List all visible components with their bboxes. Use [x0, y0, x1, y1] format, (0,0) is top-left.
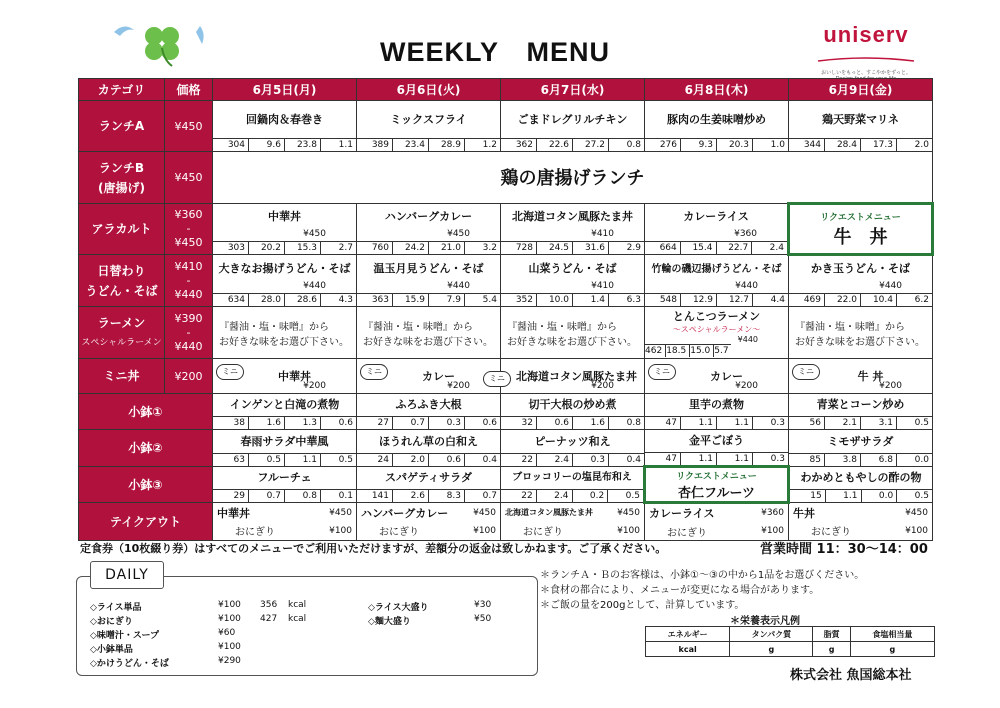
onigiri-price: ¥100 — [617, 525, 640, 536]
dish-name: 回鍋肉＆春巻き — [246, 113, 323, 126]
daily-item-name: ◇味噌汁・スープ — [90, 631, 160, 641]
request-menu-label: リクエストメニュー — [676, 471, 757, 482]
brand-tagline: おいしいをもっと、すこやかをずっと。 — [821, 70, 911, 76]
nutrition-row: 462 18.5 15.0 5.7 — [645, 344, 731, 357]
dish-price: ¥360 — [734, 229, 757, 239]
takeout-price: ¥450 — [617, 507, 640, 518]
onigiri-price: ¥100 — [473, 525, 496, 536]
nutrition-row: 38 1.6 1.3 0.6 — [213, 416, 356, 429]
row-lunch-a — [79, 101, 933, 152]
nutrition-row: 276 9.3 20.3 1.0 — [645, 138, 788, 151]
onigiri-label: おにぎり — [811, 527, 851, 538]
onigiri-price: ¥100 — [761, 526, 784, 536]
dish-name: カレー — [422, 370, 455, 383]
category-lunch-b: ランチB (唐揚げ) — [79, 152, 165, 204]
dish-name: ほうれん草の白和え — [379, 434, 478, 448]
category-lunch-a: ランチA — [79, 101, 165, 152]
dish-price: ¥200 — [591, 381, 614, 391]
nutrition-legend — [645, 626, 935, 657]
price-ramen: ¥390 - ¥440 — [165, 307, 213, 359]
menu-cell — [501, 255, 645, 307]
legend-unit: g — [850, 642, 934, 657]
daily-item-name: ◇麺大盛り — [368, 617, 411, 627]
takeout-price: ¥450 — [473, 507, 496, 518]
minidon-cell — [357, 359, 501, 394]
dish-name: ふろふき大根 — [395, 398, 462, 411]
nutrition-row: 389 23.4 28.9 1.2 — [357, 138, 500, 151]
row-kobachi-2 — [79, 430, 933, 467]
menu-cell — [501, 101, 645, 152]
special-ramen-price: ¥440 — [737, 335, 758, 344]
dish-name: スパゲティサラダ — [384, 471, 472, 484]
dish-name: カレー — [710, 370, 743, 383]
nutrition-row: 548 12.9 12.7 4.4 — [645, 293, 788, 306]
takeout-item: ハンバーグカレー — [361, 506, 449, 520]
nutrition-row: 141 2.6 8.3 0.7 — [357, 489, 500, 502]
legend-header: エネルギー — [646, 627, 730, 642]
dish-name: 大きなお揚げうどん・そば — [218, 261, 351, 275]
dish-name: 里芋の煮物 — [689, 398, 744, 411]
company-name: 株式会社 魚国総本社 — [790, 668, 912, 683]
legend-header: 食塩相当量 — [850, 627, 934, 642]
request-menu-label: リクエストメニュー — [820, 212, 901, 223]
daily-item-price: ¥100 — [218, 642, 241, 652]
nutrition-row: 634 28.0 28.6 4.3 — [213, 293, 356, 306]
nutrition-legend-title: ＊栄養表示凡例 — [730, 616, 800, 627]
menu-cell — [645, 430, 789, 467]
brand-swoosh-icon — [816, 57, 916, 63]
menu-cell — [357, 394, 501, 430]
takeout-item: 中華丼 — [217, 506, 250, 520]
menu-cell — [789, 394, 933, 430]
legend-unit: g — [813, 642, 850, 657]
menu-cell — [213, 430, 357, 467]
dish-name: ピーナッツ和え — [534, 434, 611, 448]
takeout-cell — [789, 503, 933, 541]
daily-item-name: ◇おにぎり — [90, 617, 133, 627]
dish-name: ブロッコリーの塩昆布和え — [512, 472, 632, 483]
dish-name: 北海道コタン風豚たま丼 — [516, 370, 637, 383]
daily-item-price: ¥30 — [474, 600, 492, 610]
dish-price: ¥440 — [879, 281, 902, 291]
note-line: ＊ランチＡ・Ｂのお客様は、小鉢①～③の中から1品をお選びください。 — [540, 570, 865, 581]
onigiri-label: おにぎり — [235, 527, 275, 538]
takeout-item: 北海道コタン風豚たま丼 — [505, 508, 593, 517]
request-menu-cell — [645, 467, 789, 503]
nutrition-row: 352 10.0 1.4 6.3 — [501, 293, 644, 306]
dish-price: ¥440 — [735, 280, 758, 291]
dish-name: ミモザサラダ — [827, 434, 894, 448]
category-kobachi-3: 小鉢③ — [79, 467, 213, 503]
menu-cell — [789, 430, 933, 467]
onigiri-price: ¥100 — [329, 525, 352, 536]
dish-name: カレーライス — [683, 210, 749, 223]
legend-unit: kcal — [646, 642, 730, 657]
legend-header: 脂質 — [813, 627, 850, 642]
nutrition-row: 362 22.6 27.2 0.8 — [501, 138, 644, 151]
nutrition-row: 85 3.8 6.8 0.0 — [789, 453, 932, 466]
lunch-b-dish: 鶏の唐揚げランチ — [213, 152, 933, 204]
legend-header: タンパク質 — [730, 627, 813, 642]
menu-cell — [213, 204, 357, 255]
daily-item-name: ◇かけうどん・そば — [90, 659, 169, 669]
menu-cell — [501, 204, 645, 255]
dish-name: 北海道コタン風豚たま丼 — [512, 210, 633, 223]
dish-name: 金平ごぼう — [689, 434, 744, 447]
ramen-cell: 『醤油・塩・味噌』から お好きな味をお選び下さい。 — [501, 307, 645, 359]
price-lunch-b: ¥450 — [165, 152, 213, 204]
takeout-cell — [501, 503, 645, 541]
header-row — [79, 79, 933, 101]
header-day: 6月5日(月) — [213, 79, 357, 101]
daily-item-price: ¥100 — [218, 614, 241, 624]
dish-price: ¥450 — [447, 229, 470, 239]
mini-badge: ミニ — [483, 371, 511, 387]
daily-item-name: ◇ライス単品 — [90, 603, 142, 613]
note-line: ＊食材の都合により、メニューが変更になる場合があります。 — [540, 585, 820, 596]
header-day: 6月9日(金) — [789, 79, 933, 101]
page-title: WEEKLY MENU — [379, 37, 611, 67]
dish-price: ¥200 — [879, 381, 902, 391]
dish-name: 温玉月見うどん・そば — [373, 261, 484, 275]
daily-item-price: ¥290 — [218, 656, 241, 666]
nutrition-row: 22 2.4 0.2 0.5 — [501, 489, 643, 502]
daily-title: DAILY — [90, 561, 164, 589]
menu-cell — [213, 255, 357, 307]
nutrition-row: 304 9.6 23.8 1.1 — [213, 138, 356, 151]
menu-cell — [357, 204, 501, 255]
menu-table — [78, 78, 934, 541]
header-day: 6月7日(水) — [501, 79, 645, 101]
category-minidon: ミニ丼 — [79, 359, 165, 394]
row-kobachi-1 — [79, 394, 933, 430]
request-menu-dish: 杏仁フルーツ — [678, 485, 755, 501]
row-ramen — [79, 307, 933, 359]
takeout-cell — [357, 503, 501, 541]
row-lunch-b — [79, 152, 933, 204]
nutrition-row: 664 15.4 22.7 2.4 — [645, 241, 787, 254]
clover-logo-icon — [112, 18, 212, 68]
note-line: ＊ご飯の量を200gとして、計算しています。 — [540, 600, 745, 611]
daily-item-price: ¥60 — [218, 628, 236, 638]
dish-name: ミックスフライ — [390, 113, 467, 126]
row-udon — [79, 255, 933, 307]
menu-cell — [789, 467, 933, 503]
price-minidon: ¥200 — [165, 359, 213, 394]
dish-name: 鶏天野菜マリネ — [822, 113, 899, 126]
price-alacarte: ¥360 - ¥450 — [165, 204, 213, 255]
nutrition-row: 32 0.6 1.6 0.8 — [501, 416, 644, 429]
daily-item-unit: kcal — [288, 600, 307, 610]
nutrition-row: 728 24.5 31.6 2.9 — [501, 241, 644, 254]
row-minidon — [79, 359, 933, 394]
ramen-cell: 『醤油・塩・味噌』から お好きな味をお選び下さい。 — [789, 307, 933, 359]
nutrition-row: 344 28.4 17.3 2.0 — [789, 138, 932, 151]
ramen-special-cell — [645, 307, 789, 359]
menu-cell — [357, 101, 501, 152]
mini-badge: ミニ — [216, 364, 244, 380]
category-kobachi-1: 小鉢① — [79, 394, 213, 430]
daily-item-name: ◇ライス大盛り — [368, 603, 429, 613]
nutrition-row: 15 1.1 0.0 0.5 — [790, 489, 932, 502]
nutrition-row: 47 1.1 1.1 0.3 — [645, 452, 788, 465]
menu-cell — [357, 467, 501, 503]
nutrition-row: 63 0.5 1.1 0.5 — [213, 453, 356, 466]
menu-cell — [357, 430, 501, 467]
nutrition-row: 22 2.4 0.3 0.4 — [501, 453, 644, 466]
header-category: カテゴリ — [79, 79, 165, 101]
special-ramen-sub: ～スペシャルラーメン～ — [672, 325, 761, 334]
takeout-price: ¥360 — [761, 508, 784, 518]
ramen-cell: 『醤油・塩・味噌』から お好きな味をお選び下さい。 — [213, 307, 357, 359]
dish-name: かき玉うどん・そば — [811, 262, 910, 275]
nutrition-row: 760 24.2 21.0 3.2 — [357, 241, 500, 254]
minidon-cell — [645, 359, 789, 394]
category-alacarte: アラカルト — [79, 204, 165, 255]
menu-cell — [213, 467, 357, 503]
takeout-item: カレーライス — [649, 507, 715, 520]
menu-cell — [501, 430, 645, 467]
dish-price: ¥410 — [591, 280, 614, 291]
menu-cell — [645, 394, 789, 430]
daily-item-price: ¥100 — [218, 600, 241, 610]
menu-cell — [645, 101, 789, 152]
takeout-cell — [213, 503, 357, 541]
business-hours: 営業時間 11：30～14：00 — [760, 542, 928, 557]
menu-cell — [789, 255, 933, 307]
menu-cell — [357, 255, 501, 307]
minidon-cell — [489, 359, 645, 394]
onigiri-label: おにぎり — [379, 527, 419, 538]
notes — [540, 568, 864, 613]
category-udon: 日替わり うどん・そば — [79, 255, 165, 307]
dish-price: ¥440 — [303, 280, 326, 291]
dish-price: ¥450 — [303, 229, 326, 239]
request-menu-dish: 牛 丼 — [833, 226, 888, 248]
legend-unit: g — [730, 642, 813, 657]
mini-badge: ミニ — [648, 364, 676, 380]
price-udon: ¥410 - ¥440 — [165, 255, 213, 307]
category-kobachi-2: 小鉢② — [79, 430, 213, 467]
daily-item-name: ◇小鉢単品 — [90, 645, 133, 655]
dish-price: ¥200 — [303, 381, 326, 391]
dish-name: 中華丼 — [268, 210, 301, 223]
onigiri-price: ¥100 — [905, 525, 928, 536]
menu-cell — [501, 394, 645, 430]
mini-badge: ミニ — [792, 364, 820, 380]
row-kobachi-3 — [79, 467, 933, 503]
takeout-cell — [645, 503, 789, 541]
dish-price: ¥440 — [447, 280, 470, 291]
dish-price: ¥200 — [447, 381, 470, 391]
dish-name: 中華丼 — [278, 370, 311, 383]
dish-name: 切干大根の炒め煮 — [528, 398, 617, 411]
onigiri-label: おにぎり — [523, 527, 563, 538]
request-menu-cell — [789, 204, 933, 255]
menu-cell — [645, 255, 789, 307]
minidon-cell — [213, 359, 357, 394]
mini-badge: ミニ — [360, 364, 388, 380]
header-price: 価格 — [165, 79, 213, 101]
category-ramen: ラーメン スペシャルラーメン — [79, 307, 165, 359]
brand-logo — [806, 22, 926, 82]
dish-name: フルーチェ — [257, 471, 312, 484]
dish-name: インゲンと白滝の煮物 — [229, 398, 340, 411]
nutrition-row: 363 15.9 7.9 5.4 — [357, 293, 500, 306]
dish-name: 豚肉の生姜味噌炒め — [667, 113, 766, 126]
dish-name: 青菜とコーン炒め — [816, 398, 905, 411]
daily-item-kcal: 356 — [260, 600, 278, 610]
ramen-cell: 『醤油・塩・味噌』から お好きな味をお選び下さい。 — [357, 307, 501, 359]
dish-name: わかめともやしの酢の物 — [800, 471, 922, 484]
dish-name: ごまドレグリルチキン — [517, 113, 628, 126]
dish-price: ¥410 — [591, 229, 614, 239]
brand-name: uniserv — [823, 22, 909, 47]
takeout-item: 牛丼 — [793, 506, 815, 520]
daily-item-kcal: 427 — [260, 614, 278, 624]
menu-cell — [501, 467, 645, 503]
price-lunch-a: ¥450 — [165, 101, 213, 152]
dish-name: 牛 丼 — [857, 370, 884, 383]
menu-cell — [213, 101, 357, 152]
dish-name: 竹輪の磯辺揚げうどん・そば — [651, 263, 782, 275]
nutrition-row: 469 22.0 10.4 6.2 — [789, 293, 932, 306]
nutrition-row: 56 2.1 3.1 0.5 — [789, 416, 932, 429]
daily-item-price: ¥50 — [474, 614, 492, 624]
dish-name: 春雨サラダ中華風 — [240, 434, 329, 448]
onigiri-label: おにぎり — [667, 527, 707, 539]
takeout-price: ¥450 — [329, 507, 352, 518]
row-alacarte — [79, 204, 933, 255]
category-takeout: テイクアウト — [79, 503, 213, 541]
dish-name: ハンバーグカレー — [384, 210, 473, 223]
minidon-cell — [789, 359, 933, 394]
takeout-price: ¥450 — [905, 507, 928, 518]
nutrition-row: 27 0.7 0.3 0.6 — [357, 416, 500, 429]
ticket-notice: 定食券（10枚綴り券）はすべてのメニューでご利用いただけますが、差額分の返金は致しかねます。ご了承ください。 — [80, 542, 667, 555]
special-ramen-name: とんこつラーメン — [672, 310, 761, 323]
row-takeout — [79, 503, 933, 541]
header-day: 6月8日(木) — [645, 79, 789, 101]
header-day: 6月6日(火) — [357, 79, 501, 101]
dish-price: ¥200 — [735, 381, 758, 391]
menu-cell — [789, 101, 933, 152]
nutrition-row: 303 20.2 15.3 2.7 — [213, 241, 356, 254]
nutrition-row: 47 1.1 1.1 0.3 — [645, 416, 788, 429]
nutrition-row: 29 0.7 0.8 0.1 — [213, 489, 356, 502]
menu-cell — [645, 204, 789, 255]
dish-name: 山菜うどん・そば — [528, 261, 617, 275]
daily-item-unit: kcal — [288, 614, 307, 624]
nutrition-row: 24 2.0 0.6 0.4 — [357, 453, 500, 466]
menu-cell — [213, 394, 357, 430]
